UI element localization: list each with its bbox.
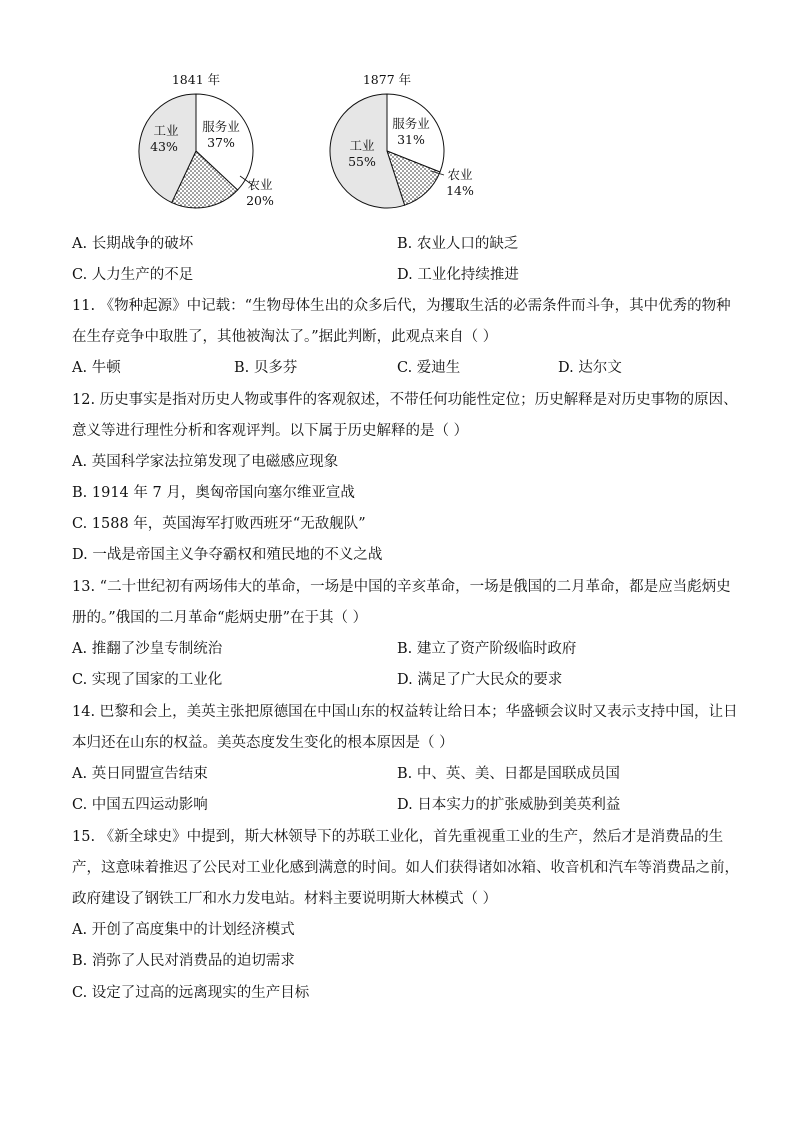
q14-stem-line2: 本归还在山东的权益。美英态度发生变化的根本原因是（ ） (72, 735, 454, 751)
q14-option-a[interactable]: A. 英日同盟宣告结束 (72, 766, 208, 782)
slice-label-service-1841: 服务业 (202, 119, 240, 134)
q15-option-a[interactable]: A. 开创了高度集中的计划经济模式 (72, 922, 295, 938)
slice-value-service-1877: 31% (397, 132, 425, 147)
chart-title-1841: 1841 年 (171, 72, 221, 87)
q15-option-b[interactable]: B. 消弥了人民对消费品的迫切需求 (72, 953, 295, 969)
q15-stem-line2: 产，这意味着推迟了公民对工业化感到满意的时间。如人们获得诸如冰箱、收音机和汽车等消费品之前， (72, 860, 739, 876)
q14-stem-line1: 14. 巴黎和会上，美英主张把原德国在中国山东的权益转让给日本；华盛顿会议时又表示支持中国，让日 (72, 704, 738, 720)
q12-option-d[interactable]: D. 一战是帝国主义争夺霸权和殖民地的不义之战 (72, 547, 383, 563)
pie-charts-figure (0, 0, 794, 225)
q10-option-b[interactable]: B. 农业人口的缺乏 (397, 236, 519, 252)
slice-label-agriculture-1841: 农业 (247, 177, 273, 192)
pie-1877-slices (330, 94, 444, 208)
q11-option-d[interactable]: D. 达尔文 (558, 360, 622, 376)
q13-option-c[interactable]: C. 实现了国家的工业化 (72, 672, 223, 688)
q10-option-a[interactable]: A. 长期战争的破坏 (72, 236, 194, 252)
q13-option-b[interactable]: B. 建立了资产阶级临时政府 (397, 641, 577, 657)
q11-stem-line2: 在生存竞争中取胜了，其他被淘汰了。”据此判断，此观点来自（ ） (72, 329, 498, 345)
q14-option-c[interactable]: C. 中国五四运动影响 (72, 797, 208, 813)
chart-title-1877: 1877 年 (362, 72, 412, 87)
q13-stem-line2: 册的。”俄国的二月革命“彪炳史册”在于其（ ） (72, 610, 368, 626)
q15-option-c[interactable]: C. 设定了过高的远离现实的生产目标 (72, 985, 310, 1001)
slice-value-industry-1877: 55% (348, 154, 376, 169)
slice-label-service-1877: 服务业 (392, 116, 430, 131)
q11-option-c[interactable]: C. 爱迪生 (397, 360, 461, 376)
q11-option-b[interactable]: B. 贝多芬 (234, 360, 298, 376)
q12-option-b[interactable]: B. 1914 年 7 月，奥匈帝国向塞尔维亚宣战 (72, 485, 355, 501)
pie-chart-1841 (139, 72, 274, 208)
slice-label-industry-1877: 工业 (349, 138, 375, 153)
slice-value-agriculture-1877: 14% (446, 183, 474, 198)
q11-stem-line1: 11. 《物种起源》中记载：“生物母体生出的众多后代，为攫取生活的必需条件而斗争，其中优秀的物种 (72, 298, 731, 314)
q12-stem-line2: 意义等进行理性分析和客观评判。以下属于历史解释的是（ ） (72, 423, 469, 439)
slice-value-industry-1841: 43% (150, 139, 178, 154)
q14-option-b[interactable]: B. 中、英、美、日都是国联成员国 (397, 766, 620, 782)
q12-option-a[interactable]: A. 英国科学家法拉第发现了电磁感应现象 (72, 454, 339, 470)
q15-stem-line3: 政府建设了钢铁工厂和水力发电站。材料主要说明斯大林模式（ ） (72, 891, 498, 907)
q13-stem-line1: 13. “二十世纪初有两场伟大的革命，一场是中国的辛亥革命，一场是俄国的二月革命，都是应当彪炳史 (72, 579, 731, 595)
q11-option-a[interactable]: A. 牛顿 (72, 360, 121, 376)
q13-option-d[interactable]: D. 满足了广大民众的要求 (397, 672, 563, 688)
q14-option-d[interactable]: D. 日本实力的扩张威胁到美英利益 (397, 797, 621, 813)
slice-value-service-1841: 37% (207, 135, 235, 150)
q15-stem-line1: 15. 《新全球史》中提到，斯大林领导下的苏联工业化，首先重视重工业的生产，然后才是消费品的生 (72, 829, 724, 845)
q12-stem-line1: 12. 历史事实是指对历史人物或事件的客观叙述，不带任何功能性定位；历史解释是对历史事物的原因、 (72, 392, 738, 408)
pie-chart-1877 (330, 72, 474, 208)
slice-label-agriculture-1877: 农业 (447, 167, 473, 182)
q12-option-c[interactable]: C. 1588 年，英国海军打败西班牙“无敌舰队” (72, 516, 366, 532)
slice-label-industry-1841: 工业 (153, 123, 179, 138)
q10-option-c[interactable]: C. 人力生产的不足 (72, 267, 194, 283)
q10-option-d[interactable]: D. 工业化持续推进 (397, 267, 519, 283)
q13-option-a[interactable]: A. 推翻了沙皇专制统治 (72, 641, 223, 657)
slice-value-agriculture-1841: 20% (246, 193, 274, 208)
